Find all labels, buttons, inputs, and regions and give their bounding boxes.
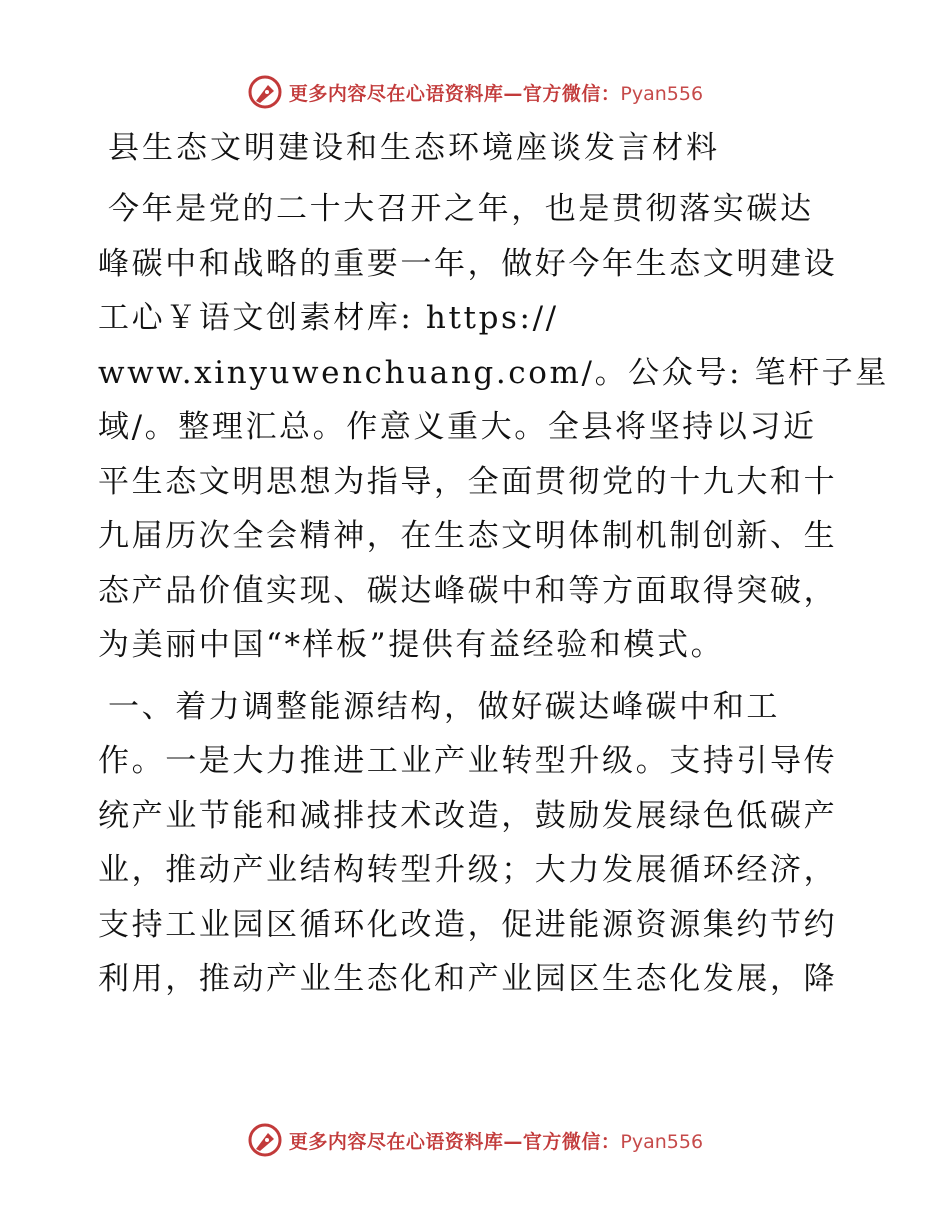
paragraph-line: 九届历次全会精神，在生态文明体制机制创新、生 [98,518,838,554]
pen-nib-logo-icon [247,74,283,110]
paragraph-section-one [98,680,858,1007]
paragraph-line: 为美丽中国“*样板”提供有益经验和模式。 [98,627,725,663]
paragraph-line: 业，推动产业结构转型升级；大力发展循环经济， [98,852,838,888]
paragraph-line: 态产品价值实现、碳达峰碳中和等方面取得突破， [98,572,838,609]
paragraph-line: 作。一是大力推进工业产业转型升级。支持引导传 [98,743,838,779]
pen-nib-logo-icon [247,1122,283,1158]
document-title: 县生态文明建设和生态环境座谈发言材料 [108,130,720,166]
header-banner-text: 更多内容尽在心语资料库—官方微信：Pyan556 [288,82,704,105]
paragraph-line: 峰碳中和战略的重要一年，做好今年生态文明建设 [98,245,838,282]
header-banner [0,72,950,112]
footer-banner [0,1120,950,1160]
paragraph-line: 工心￥语文创素材库: https:// [98,300,559,336]
paragraph-line: 利用，推动产业生态化和产业园区生态化发展，降 [98,961,838,997]
paragraph-line: 平生态文明思想为指导，全面贯彻党的十九大和十 [98,463,838,500]
footer-banner-text: 更多内容尽在心语资料库—官方微信：Pyan556 [288,1130,704,1153]
document-body [98,126,889,1014]
paragraph-line: 今年是党的二十大召开之年，也是贯彻落实碳达 [108,191,814,227]
paragraph-line: 统产业节能和减排技术改造，鼓励发展绿色低碳产 [98,797,838,834]
paragraph-intro [98,182,889,673]
paragraph-line: 支持工业园区循环化改造，促进能源资源集约节约 [98,906,838,943]
paragraph-line: www.xinyuwenchuang.com/。公众号: 笔杆子星 [98,354,889,391]
paragraph-line: 一、着力调整能源结构，做好碳达峰碳中和工 [108,688,780,725]
paragraph-line: 域/。整理汇总。作意义重大。全县将坚持以习近 [98,409,817,445]
